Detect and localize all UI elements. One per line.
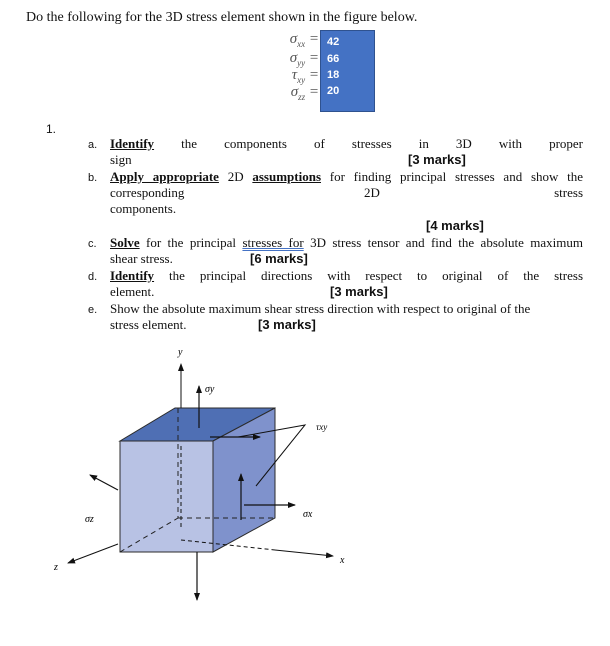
item-b-marks: [4 marks]	[426, 218, 484, 233]
item-b-line3: components.	[110, 201, 177, 216]
item-e-line2: stress element.	[110, 317, 187, 332]
stress-label-xy: $\tau_{xy}$ =	[291, 67, 319, 85]
item-c-line2: shear stress.	[110, 251, 173, 266]
stress-label-xx: $\sigma_{xx}$ =	[289, 31, 319, 49]
label-tau-xy: τxy	[316, 422, 328, 432]
item-d-line2: element.	[110, 284, 155, 299]
value-yy: 66	[327, 53, 340, 65]
label-sigma-x: σx	[303, 509, 313, 520]
item-letter: c.	[88, 238, 97, 250]
stress-label-yy: $\sigma_{yy}$ =	[289, 50, 319, 68]
item-d-line1: Identify the principal directions with respect to original of the stress	[110, 268, 583, 283]
question-number: 1.	[46, 122, 57, 136]
stress-values-box	[320, 30, 375, 112]
item-b-line2: corresponding 2D stress	[110, 185, 583, 200]
label-sigma-y: σy	[205, 384, 215, 395]
item-d-marks: [3 marks]	[330, 284, 388, 299]
item-c-marks: [6 marks]	[250, 251, 308, 266]
label-sigma-z: σz	[85, 514, 94, 525]
item-c-line1: Solve for the principal stresses for 3D stress tensor and find the absolute maximum	[110, 235, 583, 250]
x-axis	[275, 550, 333, 556]
item-a-line2: sign	[110, 152, 132, 167]
item-letter: a.	[88, 139, 98, 151]
item-b-line1: Apply appropriate 2D assumptions for finding principal stresses and show the	[110, 169, 584, 184]
value-zz: 20	[327, 85, 340, 97]
item-letter: d.	[88, 271, 98, 283]
z-axis	[68, 544, 118, 563]
item-letter: e.	[88, 304, 98, 316]
stress-element-figure	[0, 340, 610, 646]
item-a-marks: [3 marks]	[408, 152, 466, 167]
stress-label-zz: $\sigma_{zz}$ =	[290, 84, 319, 102]
value-xx: 42	[327, 36, 340, 48]
sigma-x-arrow-left	[90, 475, 118, 490]
value-xy: 18	[327, 69, 340, 81]
item-e-marks: [3 marks]	[258, 317, 316, 332]
item-a-line1: Identify the components of stresses in 3D with proper	[110, 136, 584, 151]
cube-front-face	[120, 441, 213, 552]
item-letter: b.	[88, 172, 98, 184]
label-y: y	[178, 347, 183, 358]
label-x: x	[340, 555, 345, 566]
item-e-line1: Show the absolute maximum shear stress direction with respect to original of the	[110, 301, 531, 316]
intro-text: Do the following for the 3D stress element shown in the figure below.	[26, 10, 418, 25]
label-z: z	[54, 562, 58, 573]
